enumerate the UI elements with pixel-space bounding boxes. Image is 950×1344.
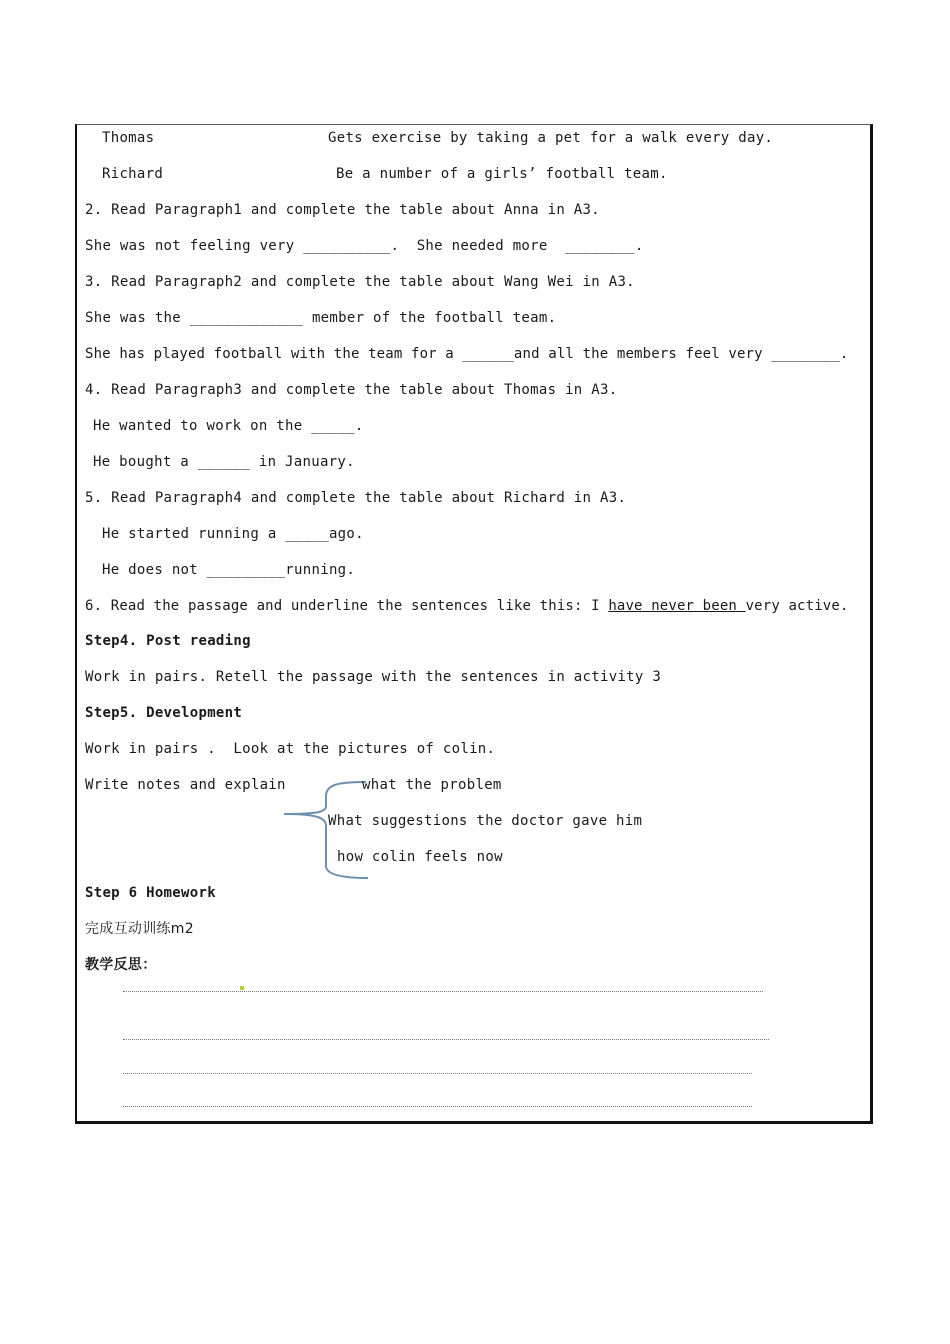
task2-line1: She was not feeling very __________. She needed more ________. (85, 238, 644, 254)
task5-line1: He started running a _____ago. (102, 526, 364, 542)
task5-line2: He does not _________running. (102, 562, 356, 578)
richard-description: Be a number of a girls’ football team. (336, 166, 668, 182)
notes-label: Write notes and explain (85, 777, 286, 793)
task6-underlined: have never been (608, 598, 746, 614)
step4-text: Work in pairs. Retell the passage with the sentences in activity 3 (85, 669, 662, 685)
marker-dot (240, 986, 244, 990)
task6-suffix: very active. (745, 598, 849, 614)
reflection-line-3 (123, 1073, 752, 1074)
step5-text: Work in pairs . Look at the pictures of colin. (85, 741, 496, 757)
step4-heading: Step4. Post reading (85, 633, 251, 649)
note-item-feelings: how colin feels now (337, 849, 503, 865)
task6-prefix: 6. Read the passage and underline the sentences like this: I (85, 598, 609, 614)
reflection-line-1 (123, 991, 763, 992)
thomas-name: Thomas (102, 130, 155, 146)
task2-title: 2. Read Paragraph1 and complete the table about Anna in A3. (85, 202, 600, 218)
reflection-line-2 (123, 1039, 769, 1040)
task3-line1: She was the _____________ member of the football team. (85, 310, 557, 326)
richard-name: Richard (102, 166, 164, 182)
task3-line2: She has played football with the team for a ______and all the members feel very ________. (85, 346, 849, 362)
step6-text: 完成互动训练m2 (85, 921, 194, 937)
task4-line2: He bought a ______ in January. (93, 454, 355, 470)
thomas-description: Gets exercise by taking a pet for a walk every day. (328, 130, 774, 146)
task4-title: 4. Read Paragraph3 and complete the table about Thomas in A3. (85, 382, 618, 398)
note-item-suggestions: What suggestions the doctor gave him (328, 813, 643, 829)
reflection-line-4 (123, 1106, 752, 1107)
task5-title: 5. Read Paragraph4 and complete the table about Richard in A3. (85, 490, 627, 506)
task4-line1: He wanted to work on the _____. (93, 418, 364, 434)
task6-line (85, 597, 849, 615)
step6-heading: Step 6 Homework (85, 885, 216, 901)
curly-brace-icon (280, 778, 375, 883)
task3-title: 3. Read Paragraph2 and complete the table about Wang Wei in A3. (85, 274, 635, 290)
reflection-heading: 教学反思： (85, 957, 157, 973)
note-item-problem: what the problem (362, 777, 502, 793)
step5-heading: Step5. Development (85, 705, 243, 721)
